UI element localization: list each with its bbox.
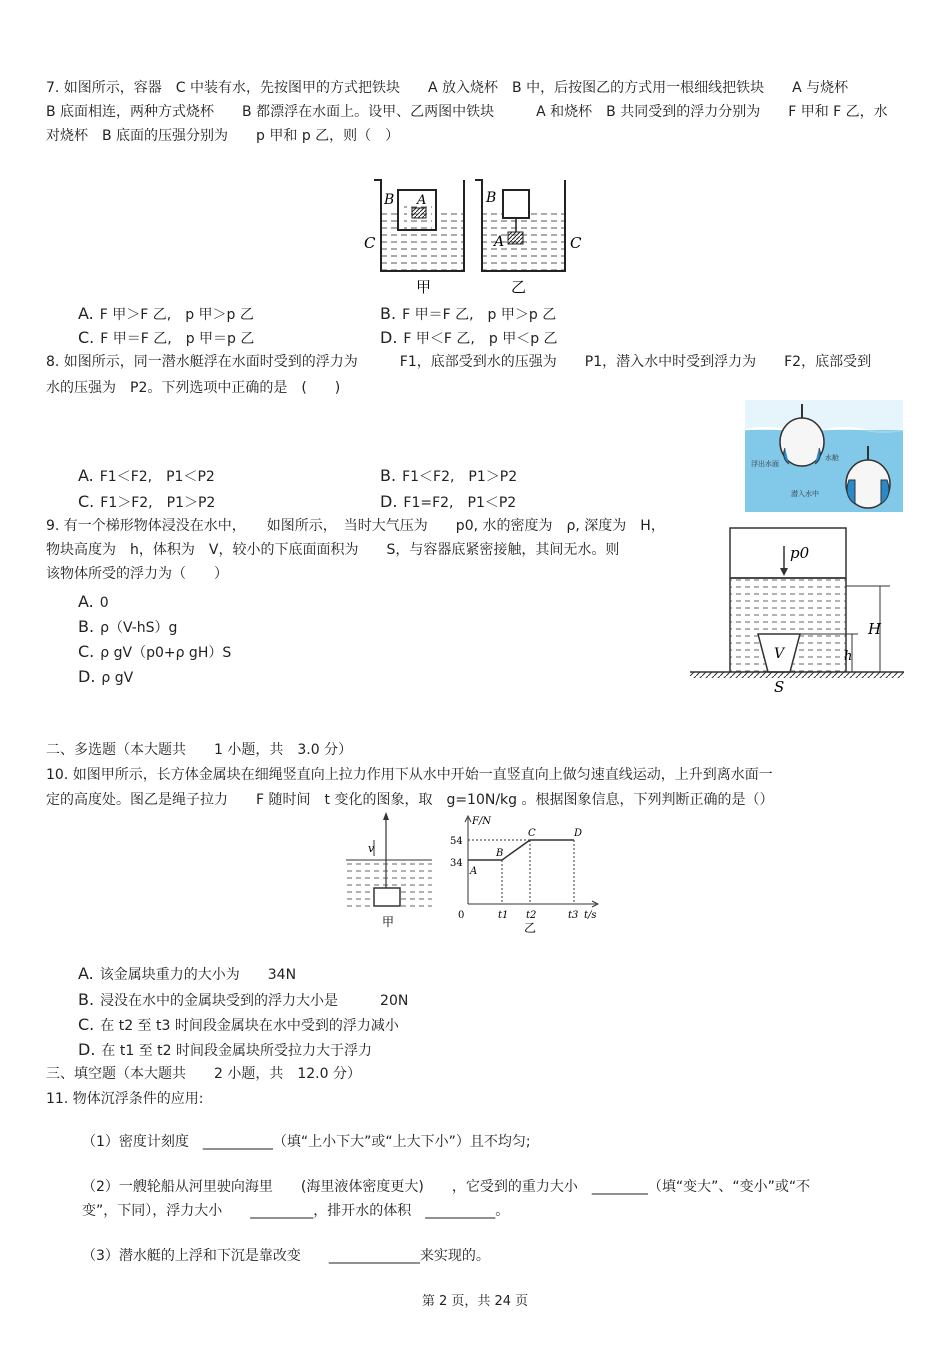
q10-fig-label-c: C	[528, 828, 536, 839]
q10-figure	[346, 812, 601, 934]
q7-fig-label-b2: B	[486, 190, 497, 206]
q10-fig-label-d: D	[574, 828, 583, 839]
q10-line-2: 定的高度处。图乙是绳子拉力 F 随时间 t 变化的图象，取 g=10N/kg 。根据图象信息，下列判断正确的是（）	[46, 792, 774, 808]
q9-option-b: B. ρ（V-hS）g	[78, 617, 178, 636]
q9-option-d: D. ρ gV	[78, 667, 134, 686]
q9-line-3: 该物体所受的浮力为（ ）	[46, 566, 228, 582]
q8-fig-label-dive: 潜入水中	[791, 490, 819, 498]
q10-option-b: B. 浸没在水中的金属块受到的浮力大小是 20N	[78, 990, 409, 1009]
q10-fig-label-fn: F/N	[472, 816, 492, 827]
q9-fig-label-v: V	[774, 646, 785, 662]
page-footer: 第 2 页，共 24 页	[421, 1294, 529, 1309]
q8-line-2: 水的压强为 P2。下列选项中正确的是 ( )	[46, 380, 341, 396]
q10-fig-label-origin: 0	[458, 910, 465, 921]
q10-option-d: D. 在 t1 至 t2 时间段金属块所受拉力大于浮力	[78, 1040, 372, 1059]
q7-option-b: B. F 甲＝F 乙, p 甲＞p 乙	[380, 304, 557, 323]
q9-fig-label-h-lower: h	[844, 649, 853, 664]
section-2-heading: 二、多选题（本大题共 1 小题，共 3.0 分）	[46, 742, 353, 758]
q9-line-2: 物块高度为 h，体积为 V，较小的下底面面积为 S，与容器底紧密接触，其间无水。则	[46, 542, 620, 558]
q7-fig-label-b1: B	[384, 192, 395, 208]
q7-fig-label-c1: C	[364, 234, 376, 252]
q10-fig-label-y54: 54	[450, 836, 463, 847]
q8-option-a: A. F1＜F2, P1＜P2	[78, 466, 215, 485]
q9-option-a: A. 0	[78, 592, 109, 611]
q7-fig-label-jia: 甲	[416, 278, 432, 296]
q10-fig-label-yi: 乙	[524, 921, 537, 934]
q7-figure	[360, 176, 587, 300]
q10-fig-label-t3: t3	[568, 910, 579, 921]
q7-option-a: A. F 甲＞F 乙, p 甲＞p 乙	[78, 304, 254, 323]
q8-option-d: D. F1=F2, P1＜P2	[380, 492, 517, 511]
q7-fig-label-c2: C	[570, 234, 582, 252]
q11-title: 11. 物体沉浮条件的应用:	[46, 1091, 204, 1107]
q10-fig-label-v: v	[368, 842, 375, 855]
q8-option-b: B. F1＜F2, P1＞P2	[380, 466, 518, 485]
q11-part-3: （3）潜水艇的上浮和下沉是靠改变 _____________来实现的。	[82, 1248, 490, 1264]
q10-fig-label-jia: 甲	[382, 915, 395, 929]
q11-part-2b: 变”，下同），浮力大小 _________，排开水的体积 __________。	[82, 1203, 510, 1219]
q11-part-2a: （2）一艘轮船从河里驶向海里 (海里液体密度更大) ，它受到的重力大小 ________（填“变大”、“变小”或“不	[82, 1179, 811, 1195]
q10-option-a: A. 该金属块重力的大小为 34N	[78, 964, 297, 983]
q9-fig-label-s: S	[774, 678, 785, 696]
q9-figure	[690, 514, 904, 700]
q10-fig-label-a: A	[470, 866, 478, 877]
q7-option-d: D. F 甲＜F 乙, p 甲＜p 乙	[380, 328, 558, 347]
section-3-heading: 三、填空题（本大题共 2 小题，共 12.0 分）	[46, 1066, 361, 1082]
q9-fig-label-h-upper: H	[868, 620, 882, 638]
q9-option-c: C. ρ gV（p0+ρ gH）S	[78, 642, 232, 661]
q7-line-3: 对烧杯 B 底面的压强分别为 p 甲和 p 乙，则（ ）	[46, 128, 400, 144]
q10-fig-label-y34: 34	[450, 858, 463, 869]
q7-line-1: 7. 如图所示，容器 C 中装有水，先按图甲的方式把铁块 A 放入烧杯 B 中，后按图乙的方式用一根细线把铁块 A 与烧杯	[46, 80, 849, 96]
q7-fig-label-a1: A	[417, 193, 427, 208]
q10-option-c: C. 在 t2 至 t3 时间段金属块在水中受到的浮力减小	[78, 1015, 399, 1034]
q8-line-1: 8. 如图所示，同一潜水艇浮在水面时受到的浮力为 F1，底部受到水的压强为 P1，潜入水中时受到浮力为 F2，底部受到	[46, 354, 872, 370]
q9-fig-label-p0: p0	[790, 544, 810, 562]
q8-fig-label-tank: 水舱	[825, 454, 839, 462]
q10-fig-label-t2: t2	[526, 910, 537, 921]
q8-option-c: C. F1＞F2, P1＞P2	[78, 492, 216, 511]
q7-line-2: B 底面相连，两种方式烧杯 B 都漂浮在水面上。设甲、乙两图中铁块 A 和烧杯 B 共同受到的浮力分别为 F 甲和 F 乙，水	[46, 104, 888, 120]
q7-fig-label-a2: A	[494, 234, 505, 250]
q10-fig-label-b: B	[496, 848, 504, 859]
q11-part-1: （1）密度计刻度 __________（填“上小下大”或“上大下小”）且不均匀;	[82, 1134, 531, 1150]
q10-fig-label-t1: t1	[498, 910, 509, 921]
q8-fig-label-float: 浮出水面	[751, 460, 779, 468]
q10-fig-label-ts: t/s	[584, 910, 597, 921]
q7-option-c: C. F 甲＝F 乙, p 甲＝p 乙	[78, 328, 255, 347]
q8-figure	[745, 400, 903, 512]
q7-fig-label-yi: 乙	[511, 278, 527, 296]
q9-line-1: 9. 有一个梯形物体浸没在水中， 如图所示， 当时大气压为 p0, 水的密度为 ρ, 深度为 H，	[46, 518, 665, 534]
q10-line-1: 10. 如图甲所示，长方体金属块在细绳竖直向上拉力作用下从水中开始一直竖直向上做匀速直线运动，上升到离水面一	[46, 767, 773, 783]
